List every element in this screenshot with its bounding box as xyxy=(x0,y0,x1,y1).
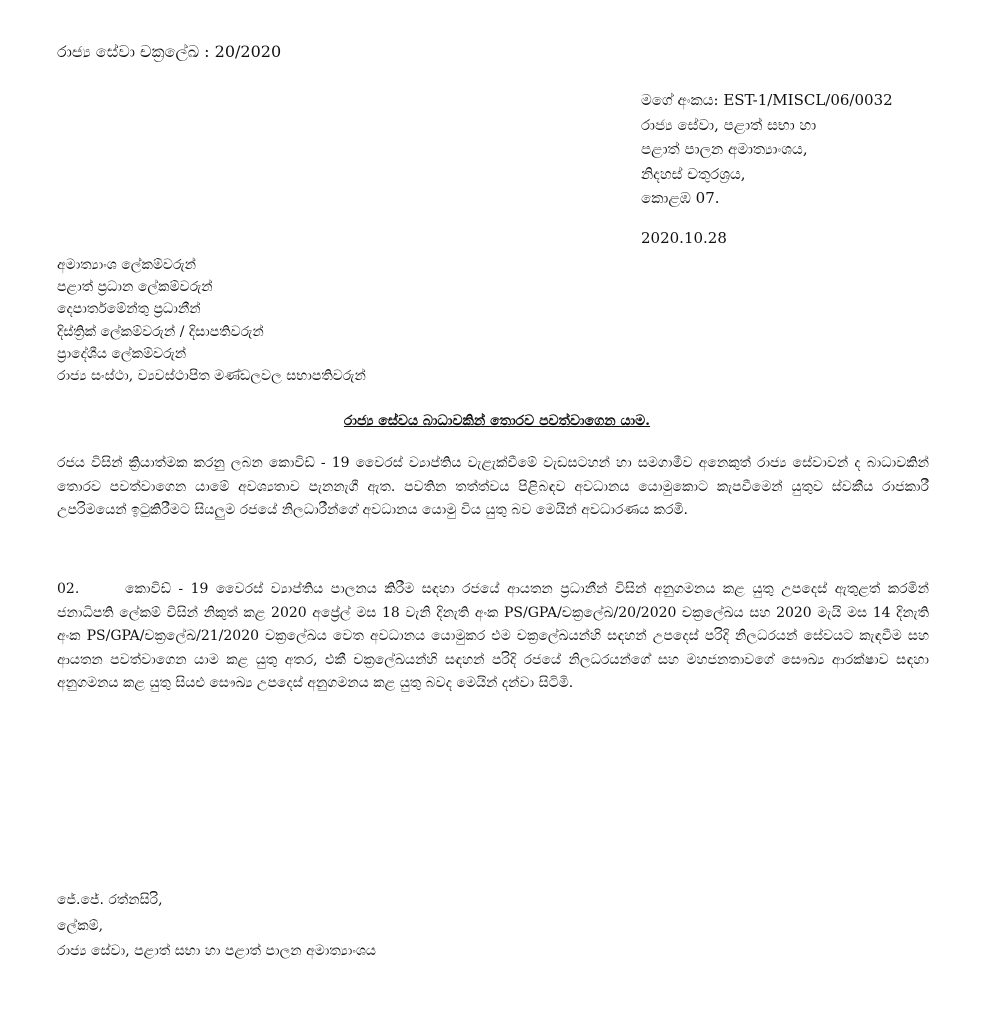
address-line: පළාත් පාලන අමාත්‍යාංශය, xyxy=(641,140,808,158)
signatory-ministry: රාජ්‍ය සේවා, පළාත් සභා හා පළාත් පාලන අමාත්‍යාංශය xyxy=(57,943,376,959)
recipients-list xyxy=(57,254,366,387)
address-line: කොළඹ 07. xyxy=(641,189,720,207)
address-line: නිදහස් චතුරශ්‍රය, xyxy=(641,164,746,183)
paragraph-number: 02. xyxy=(57,581,80,597)
address-line: රාජ්‍ය සේවා, පළාත් සභා හා xyxy=(641,115,817,134)
reference-address-block xyxy=(641,88,893,211)
paragraph-2-text: කොවිඩ් - 19 වෛරස් ව්‍යාප්තිය පාලනය කිරීම සඳහා රජයේ ආයතන ප්‍රධානීන් විසින් අනුගමනය කළ යුතු උපදෙස් ඇතුළත් කරමින් ජනාධිපති ලේකම් විසින් නිකුත් කළ 2020 අප්‍රේල් මස 18 වැනි දිනැති අංක PS/GPA/චක්‍රලේඛ/20/2020 චක්‍රලේඛය සහ 2020 මැයි මස 14 දිනැති අංක PS/GPA/චක්‍රලේඛ/21/2020 චක්‍රලේඛය වෙත අවධානය යොමුකර එම චක්‍රලේඛයන්හි සඳහන් උපදෙස් පරිදි නිලධරයන් සේවයට කැඳවීම සහ ආයතන පවත්වාගෙන යාම කළ යුතු අතර, එකී චක්‍රලේඛයන්හි සඳහන් පරිදි රජයේ නිලධරයන්ගේ සහ මහජනතාවගේ සෞඛ්‍ය ආරක්ෂාව සඳහා අනුගමනය කළ යුතු සියළු සෞඛ්‍ය උපදෙස් අනුගමනය කළ යුතු බවද මෙයින් දන්වා සිටිමි. xyxy=(57,581,929,691)
circular-number: රාජ්‍ය සේවා චක්‍රලේඛ : 20/2020 xyxy=(57,42,282,61)
reference-number: මගේ අංකය: EST-1/MISCL/06/0032 xyxy=(641,91,893,109)
document-date: 2020.10.28 xyxy=(641,229,727,247)
signatory-title: ලේකම්, xyxy=(57,917,104,934)
recipient-line: පළාත් ප්‍රධාන ලේකම්වරුන් xyxy=(57,279,213,296)
paragraph-2 xyxy=(57,578,929,696)
recipient-line: දිස්ත්‍රික් ලේකම්වරුන් / දිසාපතිවරුන් xyxy=(57,323,264,340)
signatory-name: ජේ.ජේ. රත්නසිරි, xyxy=(57,892,163,908)
signature-block xyxy=(57,888,376,965)
recipient-line: ප්‍රාදේශීය ලේකම්වරුන් xyxy=(57,345,187,362)
paragraph-1: රජය විසින් ක්‍රියාත්මක කරනු ලබන කොවිඩ් - 19 වෛරස් ව්‍යාප්තිය වැළැක්වීමේ වැඩසටහන් හා සමගාමීව අනෙකුත් රාජ්‍ය සේවාවන් ද බාධාවකින් තොරව පවත්වාගෙන යාමේ අවශ්‍යතාව පැනනැගී ඇත. පවතින තත්ත්වය පිළිබඳව අවධානය යොමුකොට කැපවීමෙන් යුතුව ස්වකීය රාජකාරී උපරිමයෙන් ඉටුකිරීමට සියලුම රජයේ නිලධාරීන්ගේ අවධානය යොමු විය යුතු බව මෙයින් අවධාරණය කරමි. xyxy=(57,455,929,518)
recipient-line: අමාත්‍යාංශ ලේකම්වරුන් xyxy=(57,257,197,273)
recipient-line: රාජ්‍ය සංස්ථා, ව්‍යවස්ථාපිත මණ්ඩලවල සභාපතිවරුන් xyxy=(57,368,366,385)
subject-heading: රාජ්‍ය සේවය බාධාවකින් තොරව පවත්වාගෙන යාම. xyxy=(343,413,651,429)
recipient-line: දෙපාර්තමේන්තු ප්‍රධානීන් xyxy=(57,301,201,318)
